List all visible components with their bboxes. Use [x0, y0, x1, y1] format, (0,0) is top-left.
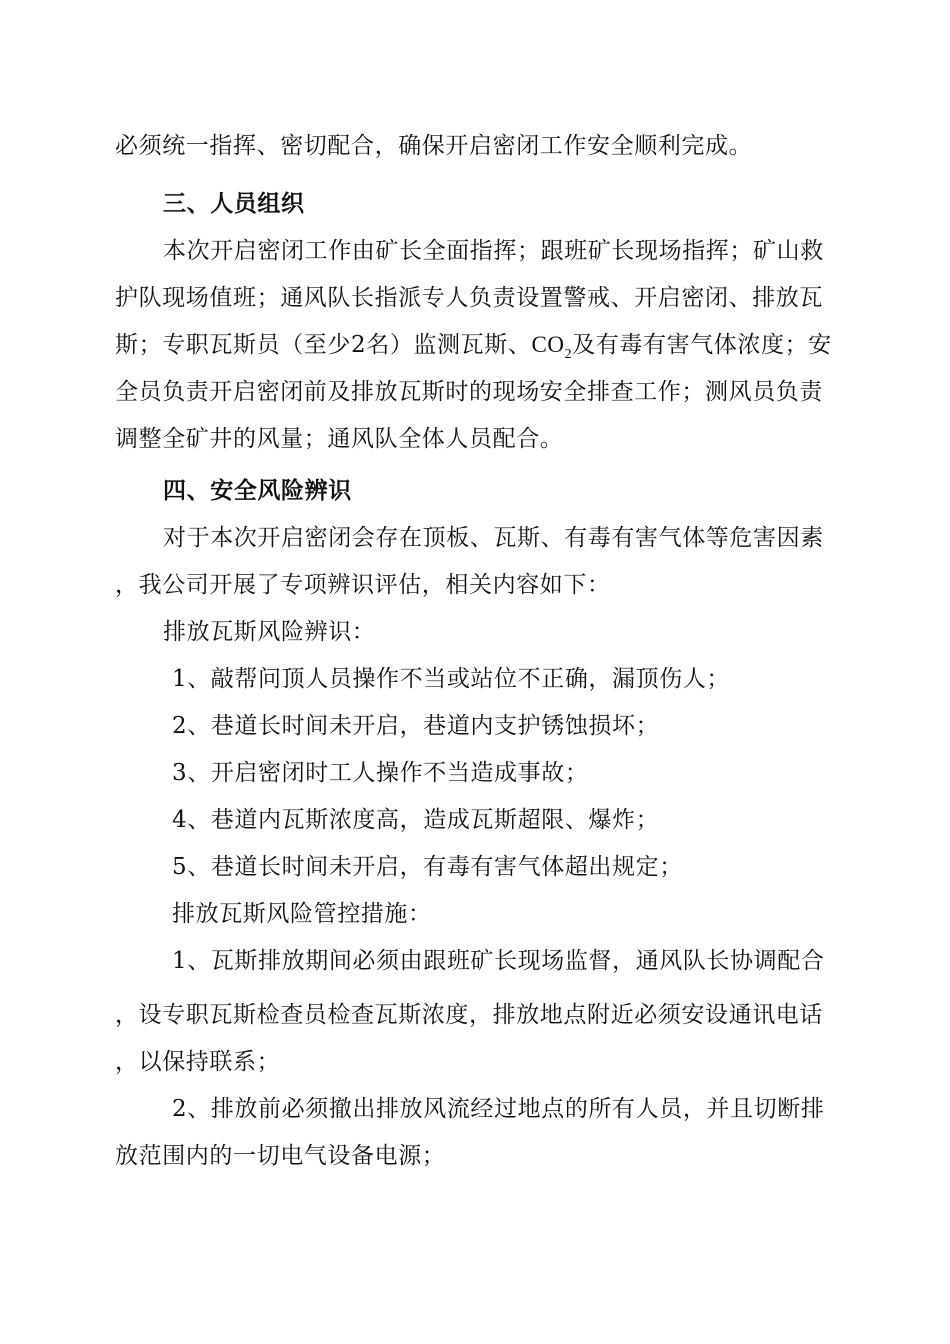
- subheading-risk-identification: 排放瓦斯风险辨识：: [163, 619, 376, 645]
- list-item: 2、排放前必须撤出排放风流经过地点的所有人员，并且切断排: [172, 1096, 825, 1122]
- paragraph-line-with-formula: [115, 330, 835, 360]
- paragraph-line: 全员负责开启密闭前及排放瓦斯时的现场安全排查工作；测风员负责: [115, 379, 823, 405]
- paragraph-line: ，以保持联系；: [115, 1049, 281, 1075]
- subheading-control-measures: 排放瓦斯风险管控措施：: [172, 901, 432, 927]
- paragraph-line: 放范围内的一切电气设备电源；: [115, 1143, 446, 1169]
- list-item: 5、巷道长时间未开启，有毒有害气体超出规定；: [172, 854, 683, 880]
- list-item: 1、瓦斯排放期间必须由跟班矿长现场监督，通风队长协调配合: [172, 948, 825, 974]
- list-item: 1、敲帮问顶人员操作不当或站位不正确，漏顶伤人；: [172, 666, 731, 692]
- paragraph-line: 对于本次开启密闭会存在顶板、瓦斯、有毒有害气体等危害因素: [163, 525, 824, 551]
- paragraph-line: 本次开启密闭工作由矿长全面指挥；跟班矿长现场指挥；矿山救: [163, 238, 824, 264]
- paragraph-line: ，我公司开展了专项辨识评估，相关内容如下：: [115, 572, 611, 598]
- section-heading-risk-identification: 四、安全风险辨识: [163, 477, 352, 504]
- paragraph-line: 护队现场值班；通风队长指派专人负责设置警戒、开启密闭、排放瓦: [115, 285, 823, 311]
- text-segment: 及有毒有害气体浓度；安: [572, 332, 832, 358]
- paragraph-line: ，设专职瓦斯检查员检查瓦斯浓度，排放地点附近必须安设通讯电话: [115, 1002, 823, 1028]
- co2-formula: $CO_2$: [531, 332, 573, 362]
- paragraph-line: 调整全矿井的风量；通风队全体人员配合。: [115, 426, 564, 452]
- list-item: 2、巷道长时间未开启，巷道内支护锈蚀损坏；: [172, 713, 660, 739]
- paragraph-line: 必须统一指挥、密切配合，确保开启密闭工作安全顺利完成。: [115, 133, 753, 159]
- list-item: 4、巷道内瓦斯浓度高，造成瓦斯超限、爆炸；: [172, 807, 660, 833]
- text-segment: 斯；专职瓦斯员（至少2名）监测瓦斯、: [115, 332, 532, 358]
- section-heading-personnel: 三、人员组织: [163, 190, 305, 217]
- list-item: 3、开启密闭时工人操作不当造成事故；: [172, 760, 589, 786]
